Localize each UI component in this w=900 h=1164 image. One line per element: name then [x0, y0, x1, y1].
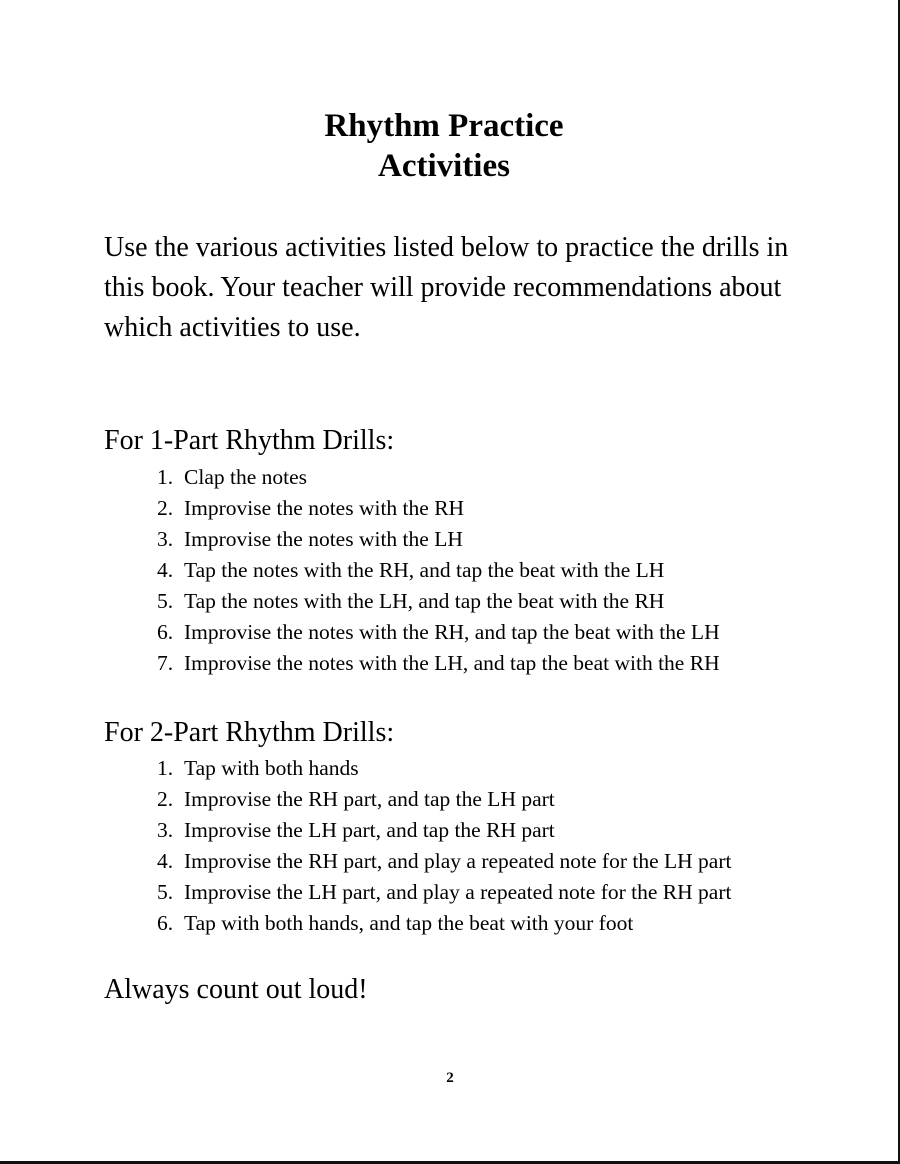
list-item-number: 1.	[157, 756, 174, 780]
list-item-number: 2.	[157, 496, 174, 520]
list-item-text: Improvise the LH part, and tap the RH part	[184, 818, 555, 842]
list-item	[157, 846, 731, 877]
list-item-number: 5.	[157, 589, 174, 613]
list-item-number: 3.	[157, 527, 174, 551]
drill-list-1-part	[157, 462, 720, 679]
list-item-text: Improvise the notes with the RH	[184, 496, 465, 520]
list-item	[157, 586, 720, 617]
list-item	[157, 815, 731, 846]
title-line-1: Rhythm Practice	[324, 108, 564, 144]
list-item	[157, 555, 720, 586]
closing-reminder: Always count out loud!	[104, 974, 368, 1005]
list-item-number: 6.	[157, 911, 174, 935]
list-item-text: Tap with both hands, and tap the beat with your foot	[184, 911, 634, 935]
list-item-number: 2.	[157, 787, 174, 811]
list-item	[157, 462, 720, 493]
section-heading-1-part: For 1-Part Rhythm Drills:	[104, 425, 395, 456]
list-item-text: Tap the notes with the RH, and tap the beat with the LH	[184, 558, 665, 582]
list-item-text: Improvise the RH part, and tap the LH part	[184, 787, 555, 811]
list-item-number: 4.	[157, 558, 174, 582]
list-item-text: Improvise the RH part, and play a repeated note for the LH part	[184, 849, 732, 873]
section-heading-2-part: For 2-Part Rhythm Drills:	[104, 717, 395, 748]
list-item	[157, 877, 731, 908]
list-item	[157, 784, 731, 815]
list-item	[157, 648, 720, 679]
list-item-number: 3.	[157, 818, 174, 842]
page-number: 2	[446, 1070, 454, 1086]
list-item-text: Tap with both hands	[184, 756, 359, 780]
list-item-number: 7.	[157, 651, 174, 675]
list-item-text: Improvise the notes with the LH, and tap the beat with the RH	[184, 651, 720, 675]
list-item-number: 6.	[157, 620, 174, 644]
title-line-2: Activities	[378, 148, 510, 184]
list-item	[157, 524, 720, 555]
list-item-text: Improvise the notes with the RH, and tap the beat with the LH	[184, 620, 720, 644]
intro-paragraph: Use the various activities listed below to practice the drills in this book. Your teacher will provide recommendations about which activities to use.	[104, 232, 789, 343]
list-item-text: Tap the notes with the LH, and tap the beat with the RH	[184, 589, 665, 613]
list-item-text: Improvise the LH part, and play a repeated note for the RH part	[184, 880, 732, 904]
list-item	[157, 493, 720, 524]
list-item	[157, 753, 731, 784]
page-title	[0, 106, 888, 186]
list-item	[157, 908, 731, 939]
list-item-number: 4.	[157, 849, 174, 873]
list-item-text: Clap the notes	[184, 465, 308, 489]
drill-list-2-part	[157, 753, 731, 939]
list-item-number: 1.	[157, 465, 174, 489]
list-item	[157, 617, 720, 648]
list-item-text: Improvise the notes with the LH	[184, 527, 463, 551]
list-item-number: 5.	[157, 880, 174, 904]
